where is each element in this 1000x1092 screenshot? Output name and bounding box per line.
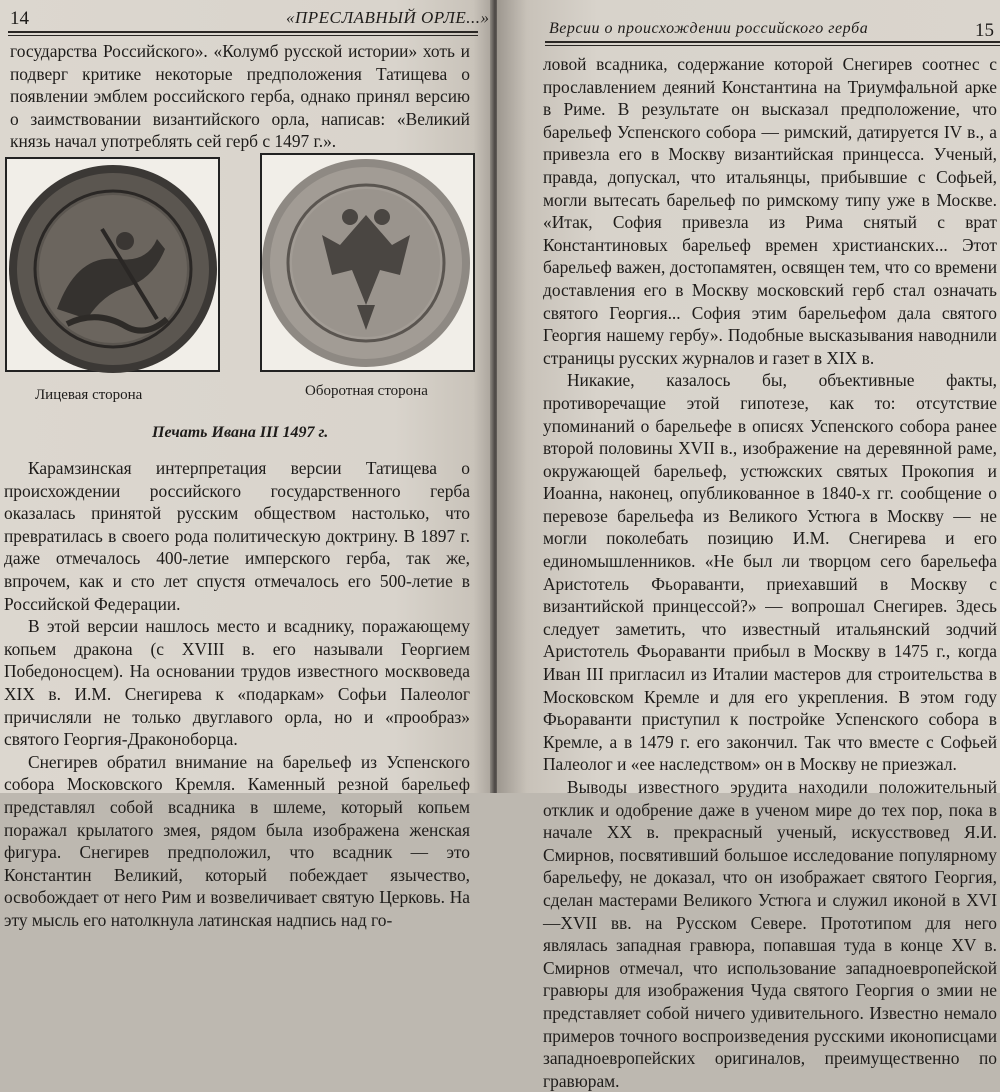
right-body-text <box>543 53 997 1092</box>
header-rule-right-thin <box>545 45 1000 46</box>
paragraph: Выводы известного эрудита находили положительный отклик и одобрение даже в ученом мире до тех пор, пока в начале XX в. прекрасный ученый, искусствовед Я.И. Смирнов, посвятивший большое исследование популярному барельефу, не доказал, что он изображает святого Георгия, сделан мастерами Великого Устюга и служил иконой в XVI—XVII вв. на Русском Севере. Прототипом для него являлась западная гравюра, попавшая туда в конце XV в. Смирнов отмечал, что использование западноевропейской гравюры для изображения Чуда святого Георгия о змии не представляет собой ничего удивительного. Известно немало примеров точного воспроизведения русскими иконописцами западноевропейских оригиналов, преимущественно по гравюрам. <box>543 777 997 1091</box>
seal-reverse-image <box>260 153 475 372</box>
header-rule-left <box>8 31 478 33</box>
running-head-right: Версии о происхождении российского герба <box>549 20 869 37</box>
paragraph: ловой всадника, содержание которой Снегирев соотнес с прославлением деяний Константина на Триумфальной арке в Риме. В результате он высказал предположение, что барельеф Успенского собора — римский, датируется IV в., а привезла его в Москву византийская принцесса. Ученый, правда, допускал, что итальянцы, прибывшие с Софьей, могли вытесать барельеф по римскому типу уже в Москве. «Итак, София привезла из Рима снятый с врат Константиновых барельеф времен христианских... Этот барельеф важен, достопамятен, освящен тем, что со времени доставления его в Москву московский герб стал означать святого Георгия... София этим барельефом дала святого Георгия нашему гербу». Подобные высказывания наводнили страницы русских журналов и газет в XIX в. <box>543 54 997 368</box>
caption-reverse: Оборотная сторона <box>305 383 428 399</box>
seal-obverse-image <box>5 157 220 372</box>
intro-paragraph <box>10 40 470 153</box>
paragraph: Снегирев обратил внимание на барельеф из Успенского собора Московского Кремля. Каменный резной барельеф представлял собой всадника в шлеме, который копьем поражал крылатого змея, рядом была изображена женская фигура. Снегирев предположил, что всадник — это Константин Великий, который побеждает язычество, освобождает от него Рим и возвеличивает святую Церковь. На эту мысль его натолкнула латинская надпись над го- <box>4 751 470 930</box>
paragraph: В этой версии нашлось место и всаднику, поражающему копьем дракона (с XVIII в. его называли Георгием Победоносцем). На основании трудов известного москвоведа XIX в. И.М. Снегирева к «подаркам» Софьи Палеолог причисляли не только двуглавого орла, но и «прообраз» святого Георгия-Драконоборца. <box>4 616 470 750</box>
page-number-left: 14 <box>10 8 29 29</box>
header-rule-right <box>545 41 1000 43</box>
right-page <box>497 0 1000 1091</box>
left-body-text <box>4 457 470 931</box>
paragraph: Карамзинская интерпретация версии Татищева о происхождении российского государственного герба оказалась принятой русским обществом настолько, что превратилась в своего рода политическую доктрину. В 1897 г. даже отмечалось 400-летие имперского герба, так же, впрочем, как и сто лет спустя отмечалось его 500-летие в Российской Федерации. <box>4 458 470 614</box>
running-head-left: «ПРЕСЛАВНЫЙ ОРЛЕ...» <box>286 8 490 27</box>
page-number-right: 15 <box>975 20 994 41</box>
caption-obverse: Лицевая сторона <box>35 387 143 403</box>
intro-text: государства Российского». «Колумб русской истории» хоть и подверг критике некоторые предположения Татищева о появлении эмблем российского герба, однако принял версию о заимствовании византийского орла, написав: «Великий князь начал употреблять сей герб с 1497 г.». <box>10 41 470 152</box>
header-rule-left-thin <box>8 35 478 36</box>
left-page <box>0 0 493 930</box>
paragraph: Никакие, казалось бы, объективные факты, противоречащие этой гипотезе, как то: отсутствие упоминаний о барельефе в описях Успенского собора ранее второй половины XVII в., изображение на деревянной раме, окружающей барельеф, устюжских святых Прокопия и Иоанна, наконец, опубликованное в 1840-х гг. сообщение о перевозе барельефа из Великого Устюга в Москву — не могли поколебать позицию И.М. Снегирева и его единомышленников. «Не был ли творцом сего барельефа Аристотель Фьораванти, приехавший в Москву с византийской принцессой?» — вопрошал Снегирев. Здесь следует заметить, что известный итальянский зодчий Аристотель Фьораванти прибыл в Москву в 1475 г., когда Иван III пригласил из Италии мастеров для строительства в Московском Кремле и для его укрепления. В этом году Фьораванти приступил к постройке Успенского собора в Кремле, а в 1479 г. его закончил. Так что вместе с Софьей Палеолог и «ее наследством» он в Москву не приезжал. <box>543 370 997 775</box>
figure-title: Печать Ивана III 1497 г. <box>152 424 329 441</box>
